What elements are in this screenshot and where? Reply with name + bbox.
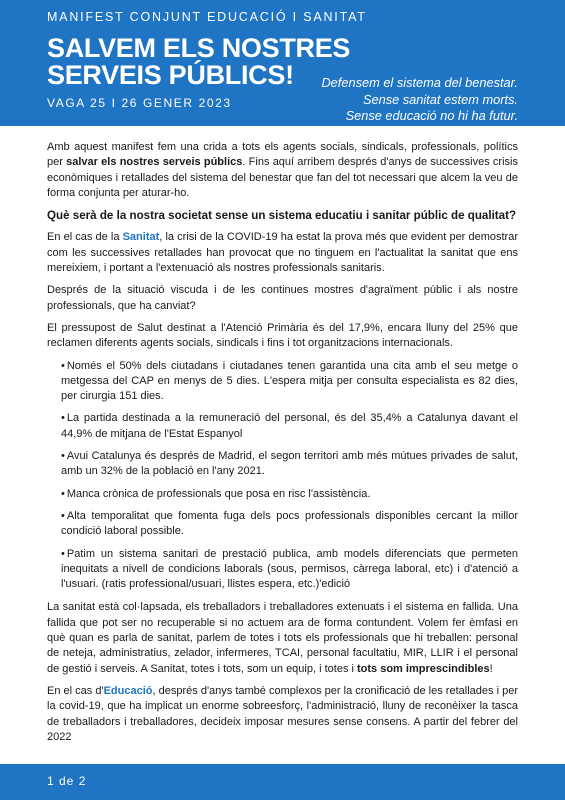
- sanitat-text-end: , la crisi de la COVID-19 ha estat la prova més que evident per demostrar com les successives retallades han provocat que no tinguem en l'actualitat la sanitat que ens mereixiem, i portant a l'extenuació als nostres professionals sanitaris.: [47, 231, 518, 275]
- list-item: • Avui Catalunya és després de Madrid, el segon territori amb més mútues privades de salut, amb un 32% de la població en l'any 2021.: [61, 449, 518, 480]
- page-number: 1 de 2: [47, 774, 87, 788]
- collapse-highlight: tots som imprescindibles: [357, 662, 490, 675]
- slogans: [321, 75, 518, 125]
- document-body: [47, 140, 518, 752]
- list-item: • Només el 50% dels ciutadans i ciutadanes tenen garantida una cita amb el seu metge o metgessa del CAP en menys de 5 dies. L'espera mitja per consulta especialista es 82 dies, per cirurgia 151 dies.: [61, 359, 518, 405]
- slogan-line: Defensem el sistema del benestar.: [321, 75, 518, 90]
- collapse-text: La sanitat està col·lapsada, els treballadors i treballadores extenuats i el sistema en fallida. Una fallida que pot ser no recuperable si no actuem ara de forma contundent. Volem fer èmfasi en què quan es parla de sanitat, parlem de totes i tots els professionals que hi treballen: personal de neteja, administratius, zelador, infermeres, TCAI, personal facultatiu, MIR, LLIR i el personal de gestió i serveis. A Sanitat, totes i tots, som un equip, i totes i: [47, 601, 518, 675]
- intro-paragraph: [47, 140, 518, 201]
- slogan-line: Sense sanitat estem morts.: [362, 91, 518, 107]
- list-item: • La partida destinada a la remuneració del personal, és del 35,4% a Catalunya davant el 44,9% de mitjana de l'Estat Espanyol: [61, 411, 518, 442]
- despres-paragraph: Després de la situació viscuda i de les continues mostres d'agraïment públic i als nostre professionals, que ha canviat?: [47, 284, 518, 312]
- intro-text: Amb aquest manifest fem una crida a tots els agents socials, sindicals, professionals, polítics per: [47, 141, 518, 169]
- collapse-paragraph: [47, 600, 518, 676]
- strike-dates: VAGA 25 I 26 GENER 2023: [47, 96, 232, 110]
- footer-bar: [0, 764, 565, 800]
- intro-highlight: salvar els nostres serveis públics: [66, 156, 243, 169]
- list-item: • Manca crònica de professionals que posa en risc l'assistència.: [61, 487, 518, 502]
- intro-text-end: . Fins aquí arribem després d'anys de successives crisis econòmiques i retallades del sistema del benestar que fan del tot necessari que alcem la veu de forma conjunta per aturar-ho.: [47, 156, 518, 199]
- sanitat-keyword: Sanitat: [122, 231, 160, 244]
- pressupost-paragraph: El pressupost de Salut destinat a l'Atenció Primària és del 17,9%, encara lluny del 25% que reclamen diferents agents socials, sindicals i fins i tot organitzacions internacionals.: [47, 321, 518, 350]
- section-question: Què serà de la nostra societat sense un sistema educatiu i sanitar públic de qualitat?: [47, 209, 517, 223]
- collapse-text-end: !: [489, 662, 493, 675]
- sanitat-paragraph: [47, 230, 518, 276]
- educacio-keyword: Educació: [103, 684, 153, 697]
- slogan-line: Sense educació no hi ha futur.: [345, 108, 518, 123]
- title-line-1: SALVEM ELS NOSTRES: [47, 33, 351, 63]
- page-title: [47, 35, 350, 89]
- issues-list: [47, 359, 518, 593]
- header-kicker: MANIFEST CONJUNT EDUCACIÓ I SANITAT: [47, 10, 367, 24]
- header-banner: [0, 0, 565, 126]
- educacio-text: En el cas d': [47, 684, 104, 697]
- educacio-text-end: , després d'anys també complexos per la cronificació de les retallades i per la covid-19, que ha implicat un enorme sobreesforç, l'administració, lluny de reconèixer la tasca de treballadors i treballadores, decideix imposar mesures sense consens. A partir del febrer del 2022: [47, 684, 518, 743]
- educacio-paragraph: [47, 684, 518, 745]
- title-line-2: SERVEIS PÚBLICS!: [47, 60, 294, 90]
- sanitat-text: En el cas de la: [47, 231, 123, 244]
- list-item: • Patim un sistema sanitari de prestació publica, amb models diferenciats que permeten inequitats a nivell de condicions laborals (sous, permisos, càrrega laboral, etc) i d'atenció a l'usuari. (ratis professional/usuari, llistes espera, etc.)'edició: [61, 547, 518, 593]
- list-item: • Alta temporalitat que fomenta fuga dels pocs professionals disponibles cercant la millor condició laboral possible.: [61, 509, 518, 540]
